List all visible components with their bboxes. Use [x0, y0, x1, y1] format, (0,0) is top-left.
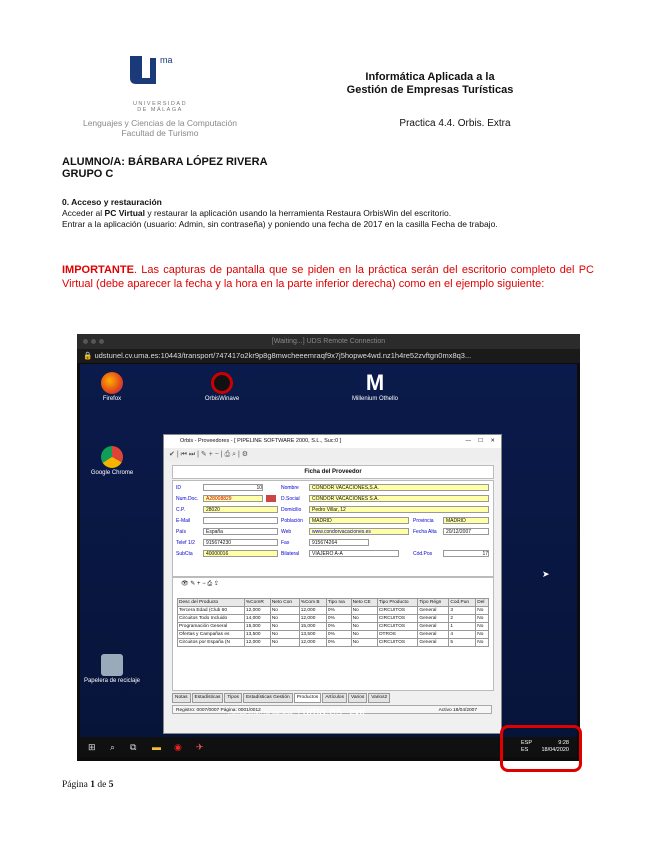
recycle-bin-icon [101, 654, 123, 676]
student-info [62, 156, 268, 180]
id-label: ID [176, 485, 181, 491]
table-cell: 12,000 [299, 639, 326, 647]
web-label: Web [281, 529, 292, 535]
course-line2: Gestión de Empresas Turísticas [346, 84, 514, 96]
telefono-label: Telef 1/2 [176, 540, 195, 546]
desktop-icon-recycle-bin[interactable]: Papelera de reciclaje [82, 654, 142, 684]
table-cell: General [418, 607, 449, 615]
embedded-screenshot [77, 334, 580, 761]
desktop-icon-chrome[interactable]: Google Chrome [82, 446, 142, 476]
task-view-icon[interactable]: ⧉ [130, 742, 137, 752]
dsocial-label: D.Social [281, 496, 300, 502]
table-cell: 2 [449, 615, 476, 623]
edit-icon[interactable]: ✎ [200, 451, 207, 458]
telefono-field[interactable]: 915674230 [203, 539, 278, 546]
remove-icon[interactable]: − [214, 451, 219, 458]
email-field[interactable] [203, 517, 278, 524]
codpos-label: Cód.Pos [413, 551, 433, 557]
column-header[interactable]: Neto Con [270, 599, 299, 607]
uma-seal-logo: UNIVERSIDAD DE MÁLAGA [228, 711, 293, 717]
table-cell: No [270, 639, 299, 647]
taskbar-search-icon[interactable]: ⌕ [110, 742, 116, 752]
important-label: IMPORTANTE [62, 264, 134, 276]
nombre-label: Nombre [281, 485, 299, 491]
fechaalta-label: Fecha Alta [413, 529, 437, 535]
table-cell: No [270, 615, 299, 623]
uma-logo-icon [122, 50, 192, 90]
important-note [62, 263, 594, 291]
dsocial-field[interactable]: CONDOR VACACIONES S.A. [309, 495, 489, 502]
firefox-icon [101, 372, 123, 394]
table-cell: CIRCUITOS [377, 623, 418, 631]
table-cell: OTROS [377, 631, 418, 639]
tray-date: 18/04/2020 [541, 747, 569, 753]
table-cell: No [351, 615, 377, 623]
table-cell: Circuitos por España (N [178, 639, 245, 647]
tab-notas[interactable]: Notas [172, 693, 191, 703]
status-left: Registro: 0007/0007 Página: 0001/0012 [176, 708, 261, 713]
table-cell: CIRCUITOS [377, 615, 418, 623]
table-cell: No [270, 631, 299, 639]
url-bar[interactable] [77, 349, 580, 363]
table-cell: No [476, 623, 489, 631]
table-cell: General [418, 623, 449, 631]
grid-print-icon[interactable]: ⎙ [207, 581, 213, 587]
column-header[interactable]: Tipo Iva [326, 599, 351, 607]
desktop-icon-millenium[interactable]: M Millenium Othello [351, 370, 399, 402]
desktop-icon-firefox[interactable]: Firefox [82, 372, 142, 402]
table-cell: No [476, 615, 489, 623]
table-row[interactable] [178, 623, 489, 631]
page-footer: Página 1 de 5 [62, 780, 114, 790]
footer-logos: UNIVERSIDAD DE MÁLAGA | uma.es evit [228, 704, 365, 718]
provincia-label: Provincia [413, 518, 434, 524]
remote-window-titlebar [77, 334, 580, 349]
provincia-field[interactable]: MADRID [443, 517, 489, 524]
table-cell: 3 [449, 607, 476, 615]
close-button[interactable]: ✕ [490, 438, 495, 444]
table-cell: 15,000 [244, 623, 270, 631]
tab-articulos[interactable]: Artículos [322, 693, 347, 703]
tab-productos[interactable]: Productos [294, 693, 322, 703]
table-cell: No [351, 607, 377, 615]
start-icon[interactable]: ⊞ [88, 742, 96, 752]
logo-text: ma [160, 55, 173, 65]
subcta-label: SubCta [176, 551, 193, 557]
orbis-window [163, 434, 502, 734]
column-header[interactable]: %ComR [244, 599, 270, 607]
bilateral-select[interactable]: VIAJERO A-A [309, 550, 399, 557]
web-field[interactable]: www.condorvacaciones.es [309, 528, 409, 535]
millenium-icon: M [365, 370, 385, 395]
maximize-button[interactable]: ☐ [478, 438, 483, 444]
section-body [62, 208, 582, 230]
tab-tipos[interactable]: Tipos [224, 693, 242, 703]
virtual-desktop [80, 364, 577, 737]
products-table-body [178, 607, 489, 647]
table-row[interactable] [178, 639, 489, 647]
table-cell: Programación General [178, 623, 245, 631]
minimize-button[interactable]: — [465, 438, 471, 444]
numdoc-label: Num.Doc. [176, 496, 199, 502]
domicilio-field[interactable]: Pedro Villar, 12 [309, 506, 489, 513]
tab-estadisticas[interactable]: Estadísticas [192, 693, 224, 703]
id-field[interactable]: 10 [203, 484, 263, 491]
table-cell: No [270, 607, 299, 615]
important-text: . Las capturas de pantalla que se piden en la práctica serán del escritorio completo del PC Virtual (debe aparecer la fecha y la hora en la parte inferior derecha) como en el ejemplo siguiente: [62, 264, 594, 290]
minimize-dot-icon[interactable] [91, 339, 96, 344]
table-cell: No [351, 623, 377, 631]
table-cell: 0% [326, 631, 351, 639]
add-icon[interactable]: + [208, 451, 213, 458]
products-grid [172, 577, 494, 691]
university-logo [122, 50, 192, 102]
practice-title: Practica 4.4. Orbis. Extra [399, 118, 511, 129]
fechaalta-field[interactable]: 20/12/2007 [443, 528, 489, 535]
zoom-dot-icon[interactable] [99, 339, 104, 344]
mouse-cursor-icon: ➤ [542, 569, 550, 579]
remote-window-title: [Waiting...] UDS Remote Connection [271, 338, 386, 345]
tray-time: 9:28 [558, 740, 569, 746]
codpos-field[interactable]: 17 [443, 550, 489, 557]
grid-toolbar [173, 578, 493, 590]
grid-edit-icon[interactable]: ✎ [190, 581, 196, 587]
form-title: Ficha del Proveedor [172, 465, 494, 479]
numdoc-lookup-button[interactable] [266, 495, 276, 502]
lock-icon: 🔒 [83, 351, 95, 360]
table-row[interactable] [178, 615, 489, 623]
table-cell: No [270, 623, 299, 631]
check-icon[interactable]: ✔ [169, 451, 175, 458]
table-cell: General [418, 639, 449, 647]
chrome-icon [101, 446, 123, 468]
grid-add-icon[interactable]: + [197, 581, 201, 587]
table-cell: 12,000 [299, 607, 326, 615]
products-table [177, 598, 489, 647]
desktop-icon-orbiswin[interactable]: OrbisWinave [192, 372, 252, 402]
clock-highlight-circle [500, 725, 582, 772]
table-cell: General [418, 631, 449, 639]
nombre-field[interactable]: CONDOR VACACIONES,S.A. [309, 484, 489, 491]
poblacion-field[interactable]: MADRID [309, 517, 409, 524]
orbis-window-title: Orbis - Proveedores - [ PIPELINE SOFTWARE 2000, S.L., Suc:0 ] — ☐ ✕ [164, 435, 501, 448]
section-paragraph-1: Acceder al PC Virtual y restaurar la aplicación usando la herramienta Restaura OrbisWin del escritorio. [62, 208, 452, 218]
table-cell: No [351, 631, 377, 639]
url-text: udstunel.cv.uma.es:10443/transport/747417o2kr9p8g8mwcheeemraqf9x7j5hopwe4wd.nz1h4re52zvftgn0mx8q3... [94, 351, 472, 360]
table-cell: 12,000 [244, 639, 270, 647]
column-header[interactable]: Tipo Producto [377, 599, 418, 607]
poblacion-label: Población [281, 518, 303, 524]
table-cell: 12,000 [299, 615, 326, 623]
bilateral-label: Bilateral [281, 551, 300, 557]
uma-es-logo: uma.es [302, 704, 342, 718]
table-cell: 12,000 [244, 607, 270, 615]
table-cell: 15,000 [299, 623, 326, 631]
subcta-field[interactable]: 40000016 [203, 550, 278, 557]
table-cell: 13,500 [244, 631, 270, 639]
table-cell: Ofertas y Campañas es [178, 631, 245, 639]
table-cell: CIRCUITOS [377, 607, 418, 615]
table-cell: 0% [326, 607, 351, 615]
table-cell: No [476, 639, 489, 647]
table-cell: 4 [449, 631, 476, 639]
column-header[interactable]: Cod.Pun [449, 599, 476, 607]
table-cell: 14,000 [244, 615, 270, 623]
table-row[interactable] [178, 607, 489, 615]
provider-form [172, 480, 494, 577]
orbiswin-icon [211, 372, 233, 394]
table-cell: General [418, 615, 449, 623]
settings-icon[interactable]: ⚙ [241, 451, 249, 458]
table-cell: 0% [326, 639, 351, 647]
orbis-toolbar: ✔ | ⏮ ⏭ | ✎ + − | ⎙ ⌕ | ⚙ [164, 448, 501, 461]
table-cell: Tercera Edad (Club 60 [178, 607, 245, 615]
tab-estadisticas-gestion[interactable]: Estadísticas Gestión [243, 693, 293, 703]
department [60, 118, 260, 138]
table-cell: 0% [326, 623, 351, 631]
search-icon[interactable]: ⌕ [232, 451, 237, 458]
status-right: Activo 18/04/2007 [438, 708, 477, 713]
last-record-icon[interactable]: ⏭ [188, 451, 196, 458]
tray-language[interactable]: ESP ES [520, 740, 532, 753]
cp-label: C.P. [176, 507, 186, 513]
tab-varios[interactable]: Varios [348, 693, 367, 703]
tab-strip [172, 693, 492, 703]
fax-label: Fax [281, 540, 290, 546]
view-icon[interactable]: 👁 [181, 581, 189, 587]
column-header[interactable]: Neto CE [351, 599, 377, 607]
table-cell: 5 [449, 639, 476, 647]
tab-varios2[interactable]: Varios2 [368, 693, 390, 703]
pais-label: País [176, 529, 187, 535]
column-header[interactable]: Del [476, 599, 489, 607]
column-header[interactable]: Tipo Régn [418, 599, 449, 607]
pais-select[interactable]: España [203, 528, 278, 535]
column-header[interactable]: %Com B [299, 599, 326, 607]
table-cell: No [476, 607, 489, 615]
student-name: ALUMNO/A: BÁRBARA LÓPEZ RIVERA [62, 156, 268, 168]
fax-field[interactable]: 915674264 [309, 539, 369, 546]
print-icon[interactable]: ⎙ [224, 451, 231, 458]
grid-remove-icon[interactable]: − [202, 581, 206, 587]
student-group: GRUPO C [62, 168, 114, 180]
department-line2: Facultad de Turismo [121, 128, 199, 138]
evit-logo: evit [349, 707, 365, 717]
table-header-row [178, 599, 489, 607]
table-cell: CIRCUITOS [377, 639, 418, 647]
grid-export-icon[interactable]: ⇪ [213, 581, 219, 587]
column-header[interactable]: Desc del Producto [178, 599, 245, 607]
table-row[interactable] [178, 631, 489, 639]
section-title: 0. Acceso y restauración [62, 197, 162, 207]
university-name: UNIVERSIDAD DE MÁLAGA [132, 101, 188, 113]
section-paragraph-2: Entrar a la aplicación (usuario: Admin, sin contraseña) y poniendo una fecha de 2017 en la casilla Fecha de trabajo. [62, 219, 498, 229]
close-dot-icon[interactable] [83, 339, 88, 344]
table-cell: Circuitos Todo Incluido [178, 615, 245, 623]
numdoc-field[interactable]: A28008829 [203, 495, 263, 502]
first-record-icon[interactable]: ⏮ [180, 451, 187, 458]
cp-field[interactable]: 28020 [203, 506, 278, 513]
course-title [330, 71, 530, 97]
file-explorer-icon[interactable]: ▬ [152, 742, 161, 752]
course-line1: Informática Aplicada a la [365, 71, 495, 83]
domicilio-label: Domicilio [281, 507, 302, 513]
app-taskbar-icon[interactable]: ✈ [196, 742, 204, 752]
email-label: E-Mail [176, 518, 191, 524]
table-cell: 1 [449, 623, 476, 631]
table-cell: No [476, 631, 489, 639]
department-line1: Lenguajes y Ciencias de la Computación [82, 118, 238, 128]
orbiswin-taskbar-icon[interactable]: ◉ [174, 742, 182, 752]
table-cell: 13,500 [299, 631, 326, 639]
table-cell: No [351, 639, 377, 647]
table-cell: 0% [326, 615, 351, 623]
